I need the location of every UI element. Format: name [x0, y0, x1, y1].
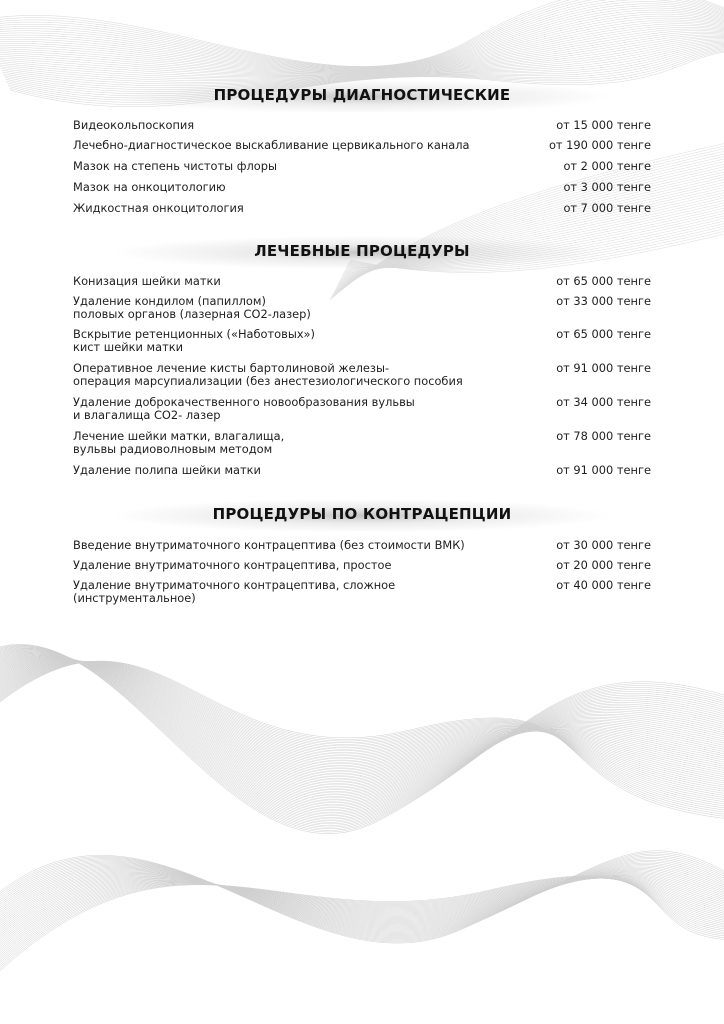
wave-line [0, 851, 724, 943]
wave-line [0, 14, 724, 71]
wave-line [0, 659, 724, 785]
wave-line [0, 657, 724, 793]
wave-line [0, 648, 724, 824]
procedure-name: Удаление внутриматочного контрацептива, простое [73, 558, 392, 572]
wave-line [0, 656, 724, 798]
procedure-price: от 30 000 тенге [556, 538, 651, 552]
section-header-contraception [112, 497, 612, 531]
wave-line [0, 878, 724, 951]
wave-line [0, 878, 724, 955]
wave-line [0, 662, 724, 804]
procedure-price: от 91 000 тенге [556, 463, 651, 477]
section-header-diagnostic [112, 78, 612, 112]
wave-line [0, 661, 724, 780]
wave-line [0, 661, 724, 811]
procedure-price: от 20 000 тенге [556, 558, 651, 572]
wave-line [0, 654, 724, 804]
section-header-treatment [112, 234, 612, 268]
wave-line [0, 29, 724, 75]
wave-line [0, 651, 724, 814]
wave-line [0, 859, 724, 938]
wave-line [0, 658, 724, 788]
wave-line [0, 651, 724, 816]
wave-line [0, 870, 724, 930]
wave-line [0, 35, 724, 78]
procedure-name: Мазок на степень чистоты флоры [73, 159, 277, 173]
wave-line [0, 658, 724, 790]
wave-line [0, 4, 724, 69]
wave-line [333, 153, 724, 294]
wave-line [0, 659, 724, 781]
wave-line [0, 0, 724, 66]
wave-line [0, 878, 724, 961]
wave-line [0, 32, 724, 76]
wave-line [0, 868, 724, 930]
section-title: ПРОЦЕДУРЫ ДИАГНОСТИЧЕСКИЕ [213, 86, 511, 104]
wave-line [0, 2, 724, 69]
wave-line [0, 867, 724, 931]
wave-line [0, 869, 724, 929]
wave-line [0, 649, 724, 823]
wave-line [0, 654, 724, 806]
wave-line [0, 876, 724, 978]
wave-line [0, 653, 724, 809]
wave-line [0, 27, 724, 74]
wave-line [0, 658, 724, 786]
wave-line [0, 648, 724, 826]
wave-line [0, 662, 724, 798]
wave-line [0, 875, 724, 941]
procedure-price: от 15 000 тенге [556, 118, 651, 132]
wave-line [0, 864, 724, 933]
wave-line [0, 876, 724, 980]
wave-line [0, 662, 724, 808]
procedure-name: Мазок на онкоцитологию [73, 180, 226, 194]
wave-line [0, 878, 724, 963]
wave-line [0, 24, 724, 73]
wave-line [0, 26, 724, 74]
wave-line [0, 650, 724, 819]
wave-line [0, 878, 724, 959]
wave-line [0, 660, 724, 775]
wave-line [0, 647, 724, 827]
wave-line [0, 660, 724, 777]
wave-line [0, 661, 724, 787]
wave-line [0, 0, 724, 67]
wave-line [0, 657, 724, 791]
wave-line [0, 660, 724, 775]
wave-line [0, 878, 724, 950]
procedure-name: Удаление кондилом (папиллом) половых органов (лазерная CO2-лазер) [73, 294, 311, 321]
procedure-name: Жидкостная онкоцитология [73, 201, 244, 215]
wave-line [0, 646, 724, 828]
procedure-price: от 78 000 тенге [556, 429, 651, 443]
wave-line [0, 661, 724, 816]
wave-line [0, 863, 724, 934]
wave-line [0, 661, 724, 793]
wave-line [0, 0, 724, 67]
procedure-price: от 65 000 тенге [556, 274, 651, 288]
wave-line [0, 878, 724, 957]
wave-line [0, 877, 724, 974]
wave-line [0, 16, 724, 71]
procedure-name: Вскрытие ретенционных («Наботовых») кист шейки матки [73, 327, 315, 354]
wave-line [0, 874, 724, 939]
procedure-name: Лечебно-диагностическое выскабливание цервикального канала [73, 138, 470, 152]
wave-line [0, 652, 724, 810]
procedure-name: Удаление внутриматочного контрацептива, сложное (инструментальное) [73, 578, 396, 605]
wave-line [0, 662, 724, 810]
procedure-price: от 40 000 тенге [556, 578, 651, 592]
wave-line [0, 862, 724, 936]
wave-line [0, 0, 724, 67]
procedure-name: Лечение шейки матки, влагалища, вульвы радиоволновым методом [73, 429, 285, 456]
wave-line [0, 653, 724, 807]
wave-line [0, 661, 724, 814]
procedure-price: от 34 000 тенге [556, 395, 651, 409]
wave-line [0, 878, 724, 966]
wave-line [0, 661, 724, 783]
wave-line [0, 652, 724, 813]
procedure-name: Видеокольпоскопия [73, 118, 195, 132]
wave-line [0, 659, 724, 783]
wave-line [0, 6, 724, 69]
procedure-price: от 3 000 тенге [563, 180, 651, 194]
wave-line [0, 857, 724, 939]
wave-line [0, 659, 724, 780]
section-title: ПРОЦЕДУРЫ ПО КОНТРАЦЕПЦИИ [212, 505, 512, 523]
wave-line [333, 155, 724, 293]
wave-line [0, 661, 724, 789]
procedure-price: от 190 000 тенге [548, 138, 651, 152]
wave-line [0, 870, 724, 929]
procedure-price: от 7 000 тенге [563, 201, 651, 215]
wave-line [0, 877, 724, 976]
procedure-name: Введение внутриматочного контрацептива (без стоимости ВМК) [73, 538, 465, 552]
wave-line [0, 31, 724, 76]
wave-line [0, 656, 724, 796]
wave-line [0, 645, 724, 832]
wave-line [0, 22, 724, 73]
wave-line [0, 644, 724, 833]
wave-line [0, 661, 724, 820]
wave-line [0, 871, 724, 932]
wave-line [0, 878, 724, 968]
wave-line [0, 661, 724, 791]
wave-line [0, 662, 724, 800]
wave-line [0, 878, 724, 953]
wave-line [0, 852, 724, 942]
wave-line [0, 661, 724, 782]
wave-line [0, 661, 724, 818]
procedure-name: Конизация шейки матки [73, 274, 221, 288]
procedure-price: от 33 000 тенге [556, 294, 651, 308]
wave-line [0, 854, 724, 941]
wave-line [0, 878, 724, 970]
wave-line [0, 877, 724, 947]
wave-line [0, 38, 724, 81]
wave-line [0, 34, 724, 77]
wave-line [0, 646, 724, 831]
wave-line [0, 655, 724, 801]
procedure-price: от 2 000 тенге [563, 159, 651, 173]
wave-line [0, 872, 724, 935]
wave-line [0, 649, 724, 820]
wave-line [0, 12, 724, 70]
wave-line [0, 0, 724, 68]
wave-line [0, 650, 724, 817]
wave-line [0, 8, 724, 70]
wave-line [0, 657, 724, 795]
wave-line [0, 860, 724, 936]
wave-line [0, 10, 724, 70]
wave-line [0, 20, 724, 72]
wave-line [0, 873, 724, 937]
wave-line [0, 662, 724, 796]
wave-line [0, 877, 724, 971]
wave-line [0, 660, 724, 779]
wave-line [0, 662, 724, 802]
wave-line [0, 655, 724, 803]
wave-line [0, 866, 724, 933]
wave-line [0, 656, 724, 800]
procedure-name: Удаление полипа шейки матки [73, 463, 261, 477]
wave-line [1, 39, 724, 82]
wave-line [0, 661, 724, 785]
wave-line [0, 662, 724, 806]
wave-line [0, 875, 724, 943]
section-title: ЛЕЧЕБНЫЕ ПРОЦЕДУРЫ [254, 242, 470, 260]
wave-line [0, 18, 724, 72]
procedure-name: Оперативное лечение кисты бартолиновой железы- операция марсупиализации (без анестезиологического пособия [73, 361, 463, 388]
wave-line [0, 0, 724, 68]
wave-line [0, 661, 724, 778]
procedure-price: от 65 000 тенге [556, 327, 651, 341]
wave-line [334, 158, 724, 292]
wave-line [0, 876, 724, 945]
procedure-name: Удаление доброкачественного новообразования вульвы и влагалища CO2- лазер [73, 395, 415, 422]
procedure-price: от 91 000 тенге [556, 361, 651, 375]
wave-line [0, 36, 724, 79]
wave-line [0, 856, 724, 940]
